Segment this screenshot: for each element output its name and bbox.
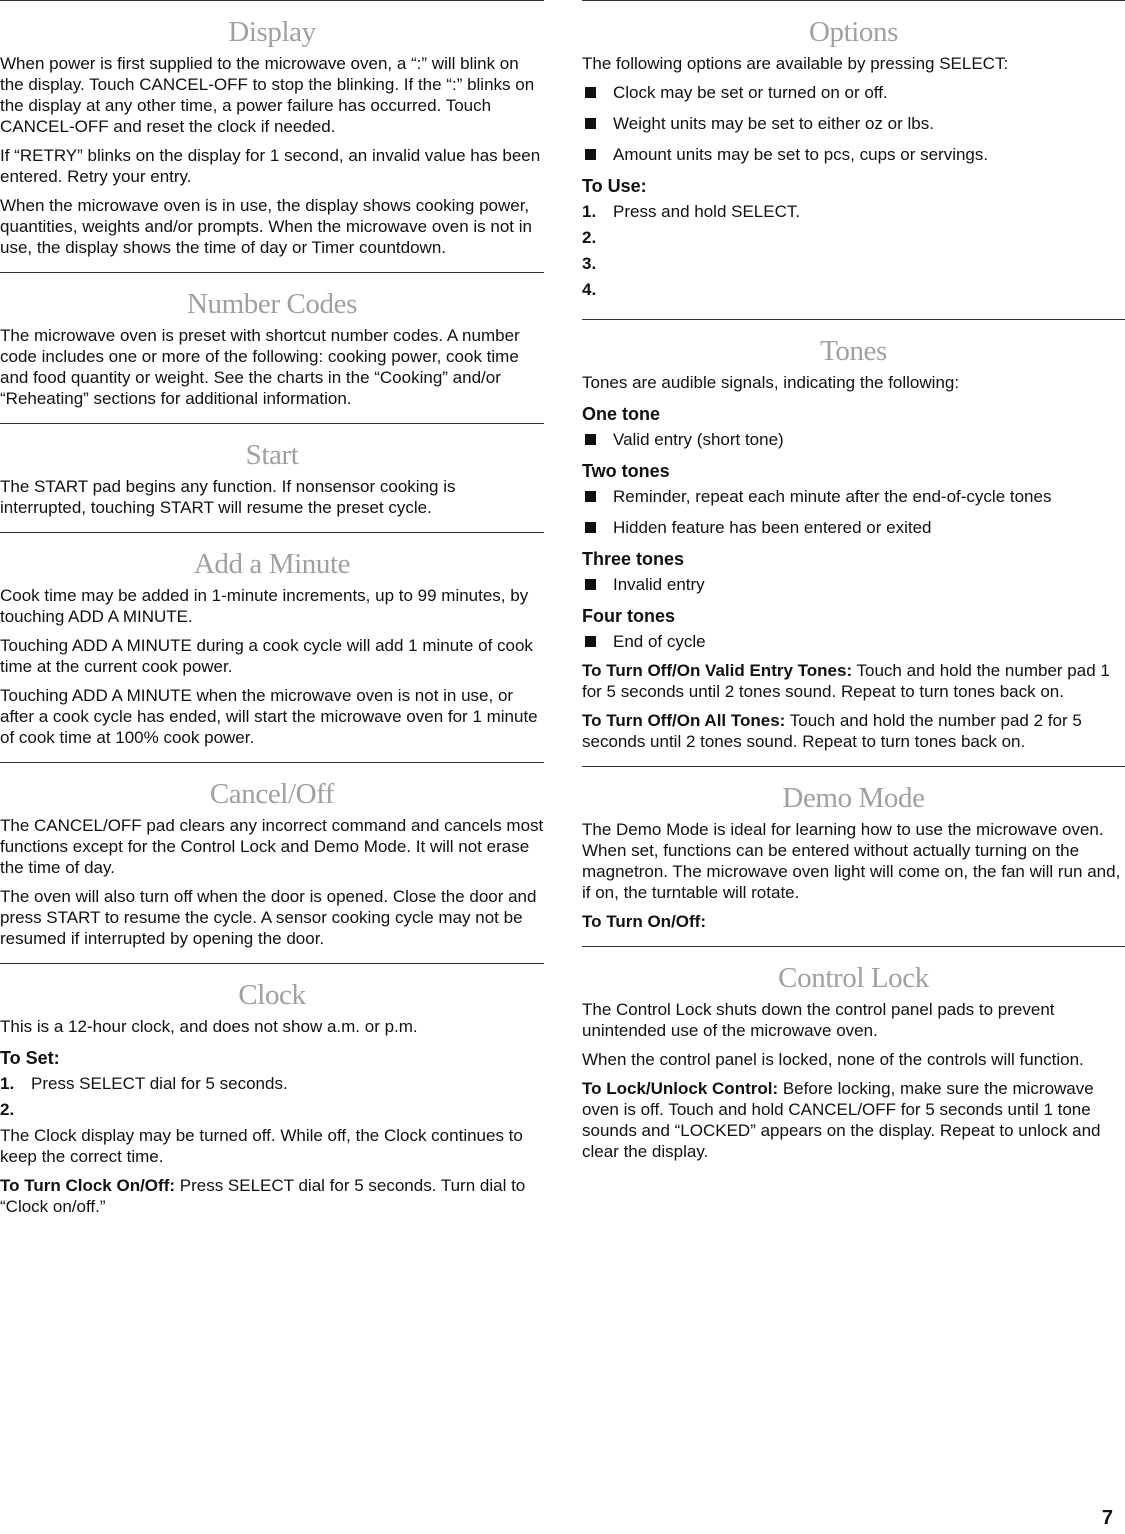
tones-section	[582, 319, 1125, 766]
cancel-off-section	[0, 762, 544, 963]
step-number: 4.	[582, 280, 597, 299]
display-paragraph-2: If “RETRY” blinks on the display for 1 second, an invalid value has been entered. Retry your entry.	[0, 146, 541, 186]
demo-mode-heading: Demo Mode	[782, 782, 925, 814]
two-tones-list	[582, 486, 1125, 538]
control-lock-instruction	[582, 1078, 1125, 1162]
control-lock-lead: To Lock/Unlock Control:	[582, 1079, 779, 1098]
page-number: 7	[1101, 1507, 1113, 1529]
control-lock-text: Before locking, make sure the microwave oven is off. Touch and hold CANCEL/OFF for 5 seconds until 1 tone sounds and “LOCKED” appears on the display. Repeat to unlock and clear the display.	[582, 1079, 1101, 1161]
control-lock-paragraph-2: When the control panel is locked, none of the controls will function.	[582, 1050, 1084, 1069]
clock-heading: Clock	[238, 979, 306, 1011]
options-list	[582, 82, 1125, 165]
clock-turn-text: Press SELECT dial for 5 seconds. Turn dial to “Clock on/off.”	[0, 1176, 526, 1216]
options-paragraph: The following options are available by pressing SELECT:	[582, 54, 1009, 73]
options-step	[582, 279, 1125, 300]
number-codes-section	[0, 272, 544, 423]
step-number: 1.	[0, 1074, 15, 1093]
start-paragraph: The START pad begins any function. If nonsensor cooking is interrupted, touching START will resume the preset cycle.	[0, 477, 456, 517]
three-tones-list	[582, 574, 1125, 595]
step-number: 2.	[582, 228, 597, 247]
list-item: Hidden feature has been entered or exited	[582, 517, 1125, 538]
display-paragraph-1: When power is first supplied to the microwave oven, a “:” will blink on the display. Touch CANCEL-OFF to stop the blinking. If the “:” blinks on the display at any other time, a power failure has occurred. Touch CANCEL-OFF and reset the clock if needed.	[0, 54, 535, 136]
list-item: Invalid entry	[582, 574, 1125, 595]
step-number: 2.	[0, 1100, 15, 1119]
add-a-minute-paragraph-2: Touching ADD A MINUTE during a cook cycle will add 1 minute of cook time at the current cook power.	[0, 636, 533, 676]
step-number: 3.	[582, 254, 597, 273]
clock-step	[0, 1099, 544, 1120]
clock-turn-on-off	[0, 1175, 544, 1217]
options-steps	[582, 201, 1125, 300]
add-a-minute-section	[0, 532, 544, 762]
list-item: Reminder, repeat each minute after the end-of-cycle tones	[582, 486, 1125, 507]
list-item: Amount units may be set to pcs, cups or servings.	[582, 144, 1125, 165]
four-tones-heading: Four tones	[582, 606, 675, 626]
all-tones-instruction	[582, 710, 1125, 752]
add-a-minute-paragraph-3: Touching ADD A MINUTE when the microwave oven is not in use, or after a cook cycle has ended, will start the microwave oven for 1 minute of cook time at 100% cook power.	[0, 686, 538, 747]
start-section	[0, 423, 544, 532]
options-step	[582, 201, 1125, 222]
add-a-minute-heading: Add a Minute	[193, 548, 351, 580]
tones-heading: Tones	[820, 335, 887, 367]
control-lock-heading: Control Lock	[778, 962, 929, 994]
cancel-off-heading: Cancel/Off	[209, 778, 335, 810]
valid-entry-text: Touch and hold the number pad 1 for 5 seconds until 2 tones sound. Repeat to turn tones back on.	[582, 661, 1110, 701]
step-text: Press and hold SELECT.	[613, 202, 801, 221]
valid-entry-tones-instruction	[582, 660, 1125, 702]
display-paragraph-3: When the microwave oven is in use, the display shows cooking power, quantities, weights and/or prompts. When the microwave oven is not in use, the display shows the time of day or Timer countdown.	[0, 196, 532, 257]
add-a-minute-paragraph-1: Cook time may be added in 1-minute increments, up to 99 minutes, by touching ADD A MINUTE.	[0, 586, 529, 626]
step-text: Press SELECT dial for 5 seconds.	[31, 1074, 288, 1093]
all-tones-lead: To Turn Off/On All Tones:	[582, 711, 786, 730]
options-to-use-heading: To Use:	[582, 176, 647, 196]
cancel-off-paragraph-1: The CANCEL/OFF pad clears any incorrect command and cancels most functions except for the Control Lock and Demo Mode. It will not erase the time of day.	[0, 816, 544, 877]
clock-to-set-heading: To Set:	[0, 1048, 60, 1068]
options-heading: Options	[808, 16, 899, 48]
demo-mode-paragraph: The Demo Mode is ideal for learning how to use the microwave oven. When set, functions can be entered without actually turning on the magnetron. The microwave oven light will come on, the fan will run and, if on, the turntable will rotate.	[582, 820, 1121, 902]
left-column	[0, 0, 544, 1231]
all-tones-text: Touch and hold the number pad 2 for 5 seconds until 2 tones sound. Repeat to turn tones back on.	[582, 711, 1082, 751]
number-codes-paragraph: The microwave oven is preset with shortcut number codes. A number code includes one or more of the following: cooking power, cook time and food quantity or weight. See the charts in the “Cooking” and/or “Reheating” sections for additional information.	[0, 326, 520, 408]
start-heading: Start	[245, 439, 299, 471]
number-codes-heading: Number Codes	[187, 288, 357, 320]
list-item: Clock may be set or turned on or off.	[582, 82, 1125, 103]
valid-entry-lead: To Turn Off/On Valid Entry Tones:	[582, 661, 853, 680]
options-step	[582, 227, 1125, 248]
three-tones-heading: Three tones	[582, 549, 685, 569]
demo-mode-turn-on-off: To Turn On/Off:	[582, 912, 706, 931]
clock-section	[0, 963, 544, 1231]
clock-turn-lead: To Turn Clock On/Off:	[0, 1176, 176, 1195]
one-tone-heading: One tone	[582, 404, 661, 424]
control-lock-paragraph-1: The Control Lock shuts down the control panel pads to prevent unintended use of the microwave oven.	[582, 1000, 1055, 1040]
clock-step	[0, 1073, 544, 1094]
options-section	[582, 0, 1125, 319]
list-item: Weight units may be set to either oz or lbs.	[582, 113, 1125, 134]
one-tone-list	[582, 429, 1125, 450]
display-heading: Display	[228, 16, 316, 48]
cancel-off-paragraph-2: The oven will also turn off when the door is opened. Close the door and press START to resume the cycle. A sensor cooking cycle may not be resumed if interrupted by opening the door.	[0, 887, 537, 948]
clock-steps	[0, 1073, 544, 1120]
list-item: Valid entry (short tone)	[582, 429, 1125, 450]
right-column	[582, 0, 1125, 1176]
control-lock-section	[582, 946, 1125, 1176]
clock-paragraph-1: This is a 12-hour clock, and does not show a.m. or p.m.	[0, 1017, 418, 1036]
demo-mode-section	[582, 766, 1125, 946]
display-section	[0, 0, 544, 272]
two-tones-heading: Two tones	[582, 461, 670, 481]
clock-paragraph-2: The Clock display may be turned off. While off, the Clock continues to keep the correct time.	[0, 1126, 523, 1166]
four-tones-list	[582, 631, 1125, 652]
options-step	[582, 253, 1125, 274]
tones-paragraph: Tones are audible signals, indicating the following:	[582, 373, 960, 392]
step-number: 1.	[582, 202, 597, 221]
list-item: End of cycle	[582, 631, 1125, 652]
